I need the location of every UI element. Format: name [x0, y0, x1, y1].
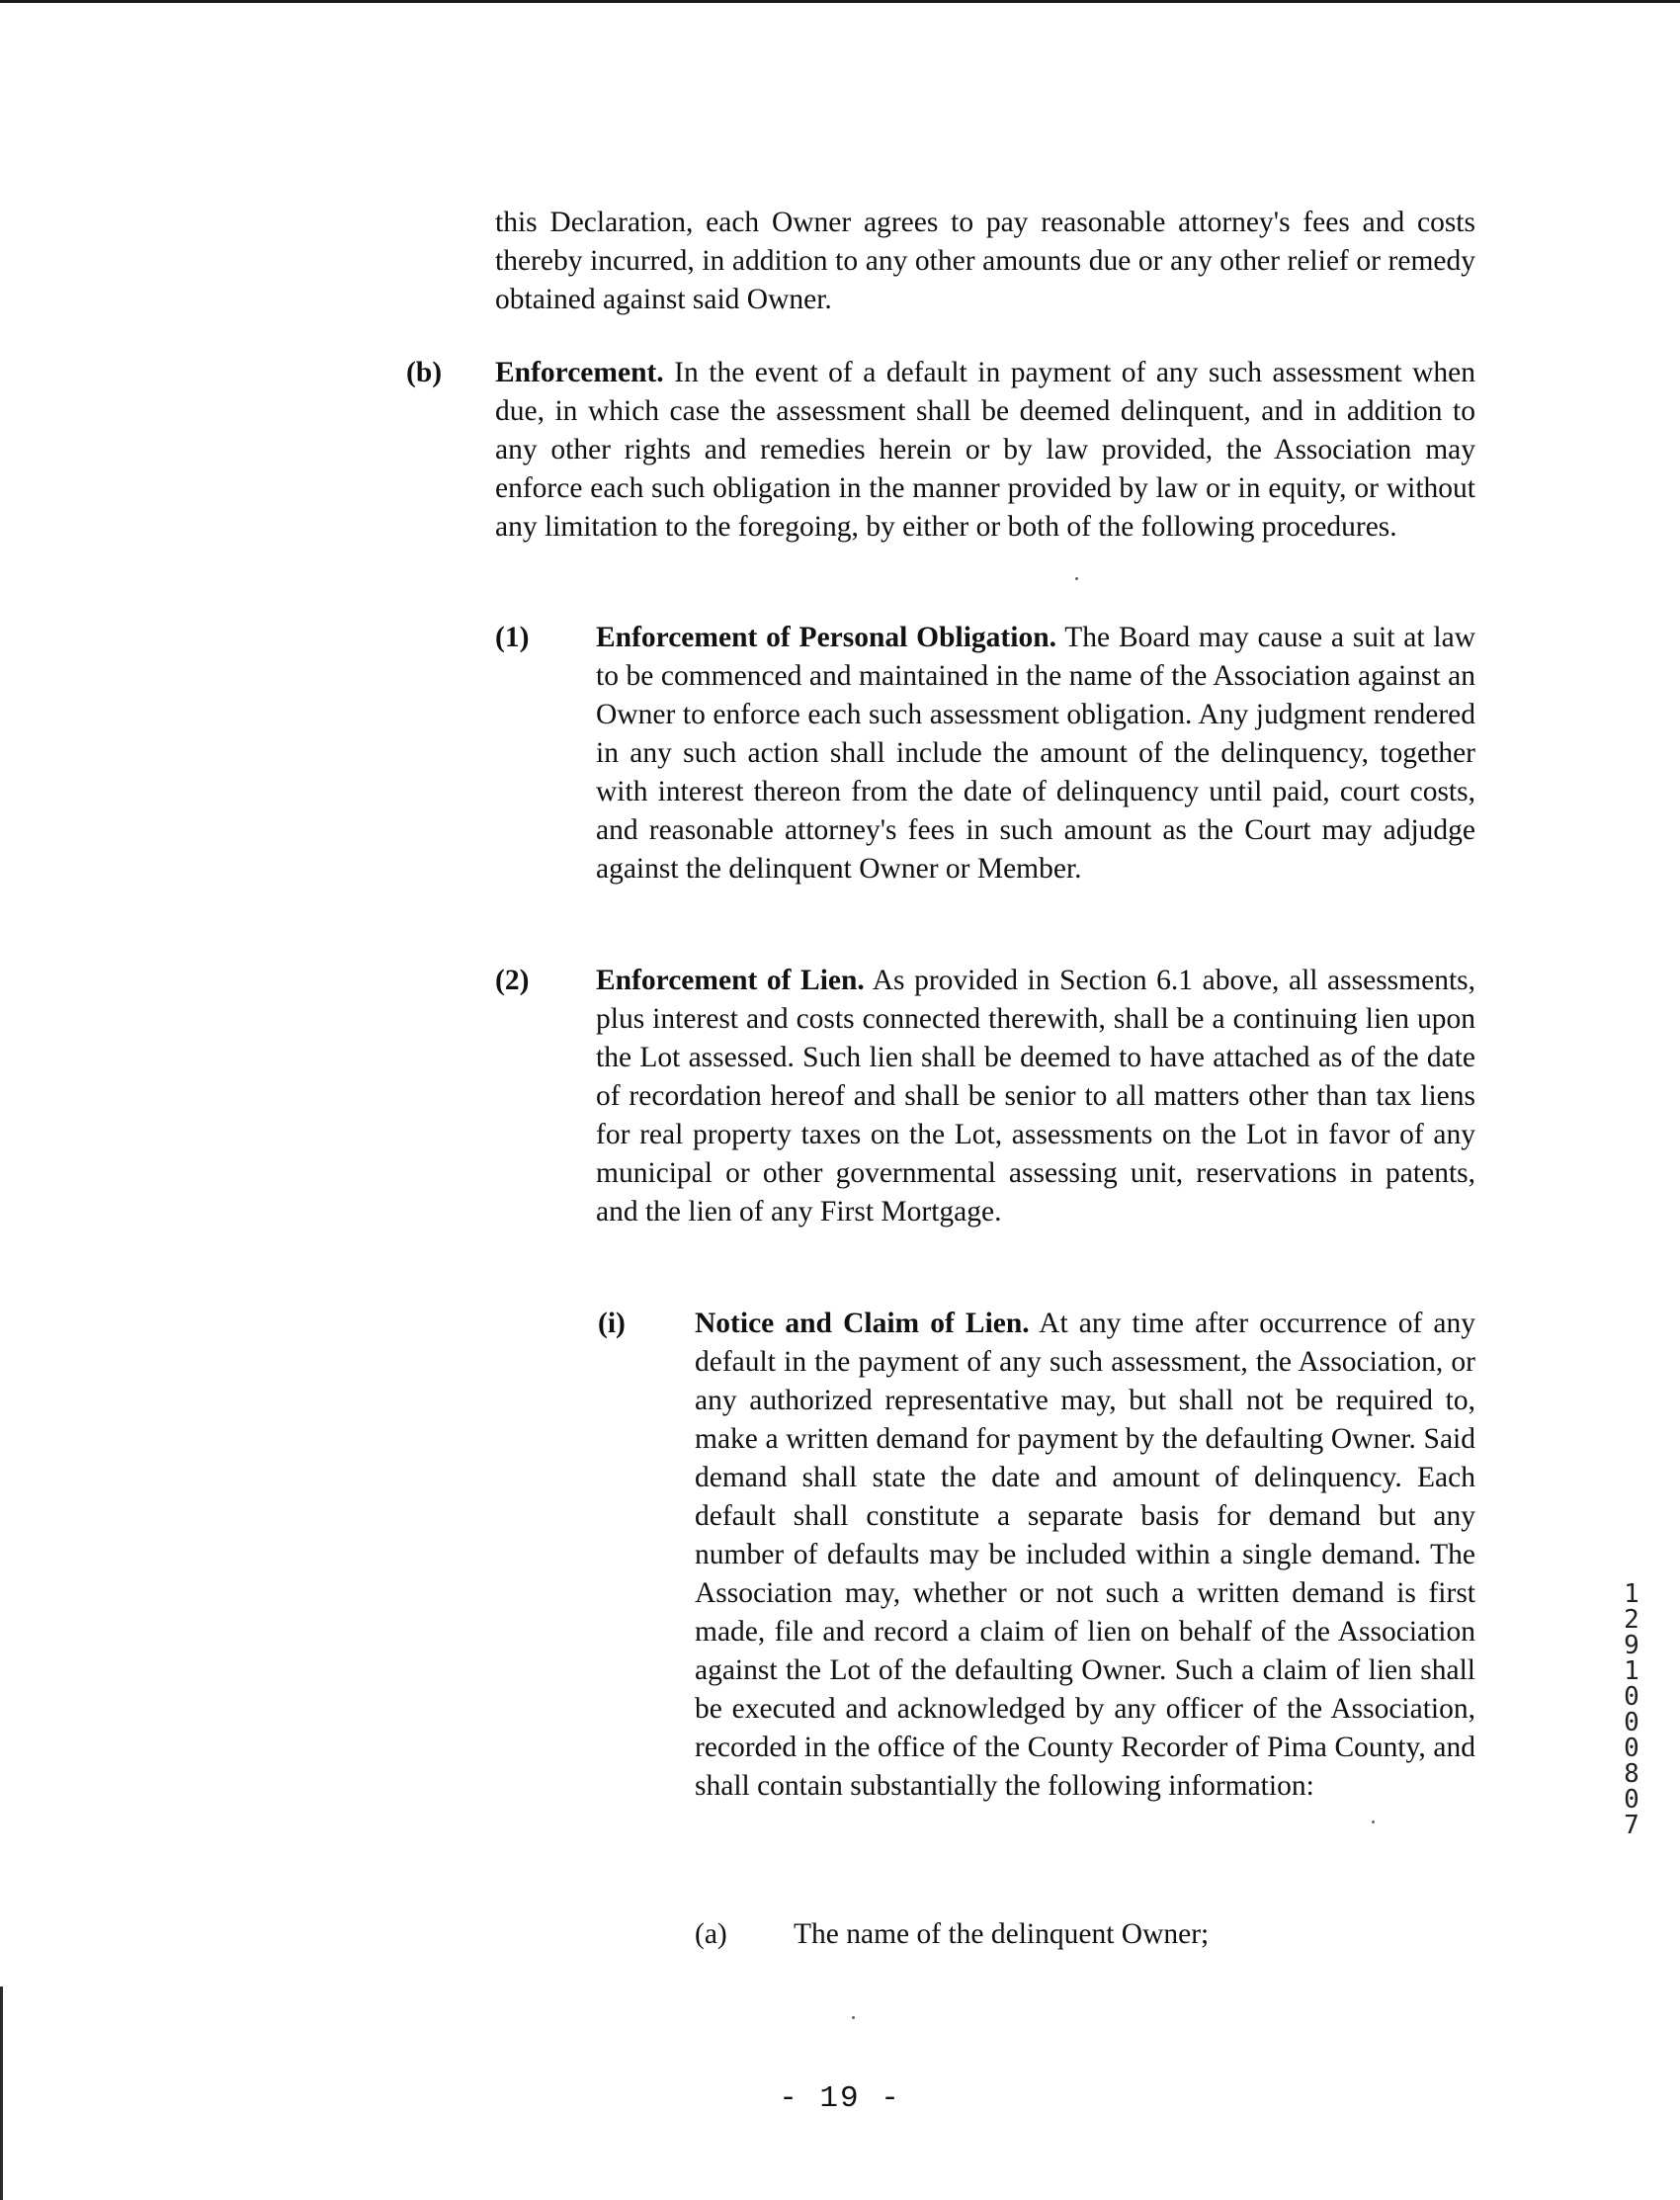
intro-paragraph: this Declaration, each Owner agrees to pay reasonable attorney's fees and costs thereby incurred, in addition to any other amounts due or any other relief or remedy obtained against said Owner.: [495, 207, 1475, 315]
item-2-body: As provided in Section 6.1 above, all assessments, plus interest and costs connected therewith, shall be a continuing lien upon the Lot assessed. Such lien shall be deemed to have attached as of the date of recordation hereof and shall be senior to all matters other than tax liens for real property taxes on the Lot, assessments on the Lot in favor of any municipal or other governmental assessing unit, reservations in patents, and the lien of any First Mortgage.: [596, 965, 1476, 1227]
item-i-body: At any time after occurrence of any default in the payment of any such assessment, the Association, or any authorized representative may, but shall not be required to, make a written demand for payment by the defaulting Owner. Said demand shall state the date and amount of delinquency. Each default shall constitute a separate basis for demand but any number of defaults may be included within a single demand. The Association may, whether or not such a written demand is first made, file and record a claim of lien on behalf of the Association against the Lot of the defaulting Owner. Such a claim of lien shall be executed and acknowledged by any officer of the Association, recorded in the office of the County Recorder of Pima County, and shall contain substantially the following information:: [695, 1308, 1475, 1802]
section-b-paragraph: [495, 354, 1475, 547]
item-1-paragraph: [596, 619, 1475, 888]
section-b-body: In the event of a default in payment of any such assessment when due, in which case the assessment shall be deemed delinquent, and in addition to any other rights and remedies herein or by law provided, the Association may enforce each such obligation in the manner provided by law or in equity, or without any limitation to the foregoing, by either or both of the following procedures.: [495, 357, 1475, 543]
item-1-body: The Board may cause a suit at law to be commenced and maintained in the name of the Association against an Owner to enforce each such assessment obligation. Any judgment rendered in any such action shall include the amount of the delinquency, together with interest thereon from the date of delinquency until paid, court costs, and reasonable attorney's fees in such amount as the Court may adjudge against the delinquent Owner or Member.: [596, 622, 1476, 885]
item-i-marker: (i): [598, 1308, 626, 1339]
item-2-heading: Enforcement of Lien.: [596, 965, 865, 996]
scan-speck: [1075, 577, 1078, 580]
page-number: - 19 -: [779, 2081, 901, 2116]
item-2-marker: (2): [495, 965, 530, 996]
item-a-text: The name of the delinquent Owner;: [794, 1918, 1210, 1950]
item-1-marker: (1): [495, 622, 530, 653]
scan-speck: [1372, 1820, 1375, 1823]
item-a-marker: (a): [695, 1918, 727, 1950]
section-b-heading: Enforcement.: [495, 357, 664, 388]
section-b-marker: (b): [406, 357, 443, 388]
item-1-heading: Enforcement of Personal Obligation.: [596, 622, 1056, 653]
top-scan-border: [0, 0, 1680, 3]
item-i-paragraph: [695, 1305, 1475, 1806]
item-2-paragraph: [596, 962, 1475, 1231]
scan-speck: [852, 2016, 855, 2019]
item-i-heading: Notice and Claim of Lien.: [695, 1308, 1030, 1339]
recording-document-number: 12910 00807: [1624, 1579, 1639, 1840]
